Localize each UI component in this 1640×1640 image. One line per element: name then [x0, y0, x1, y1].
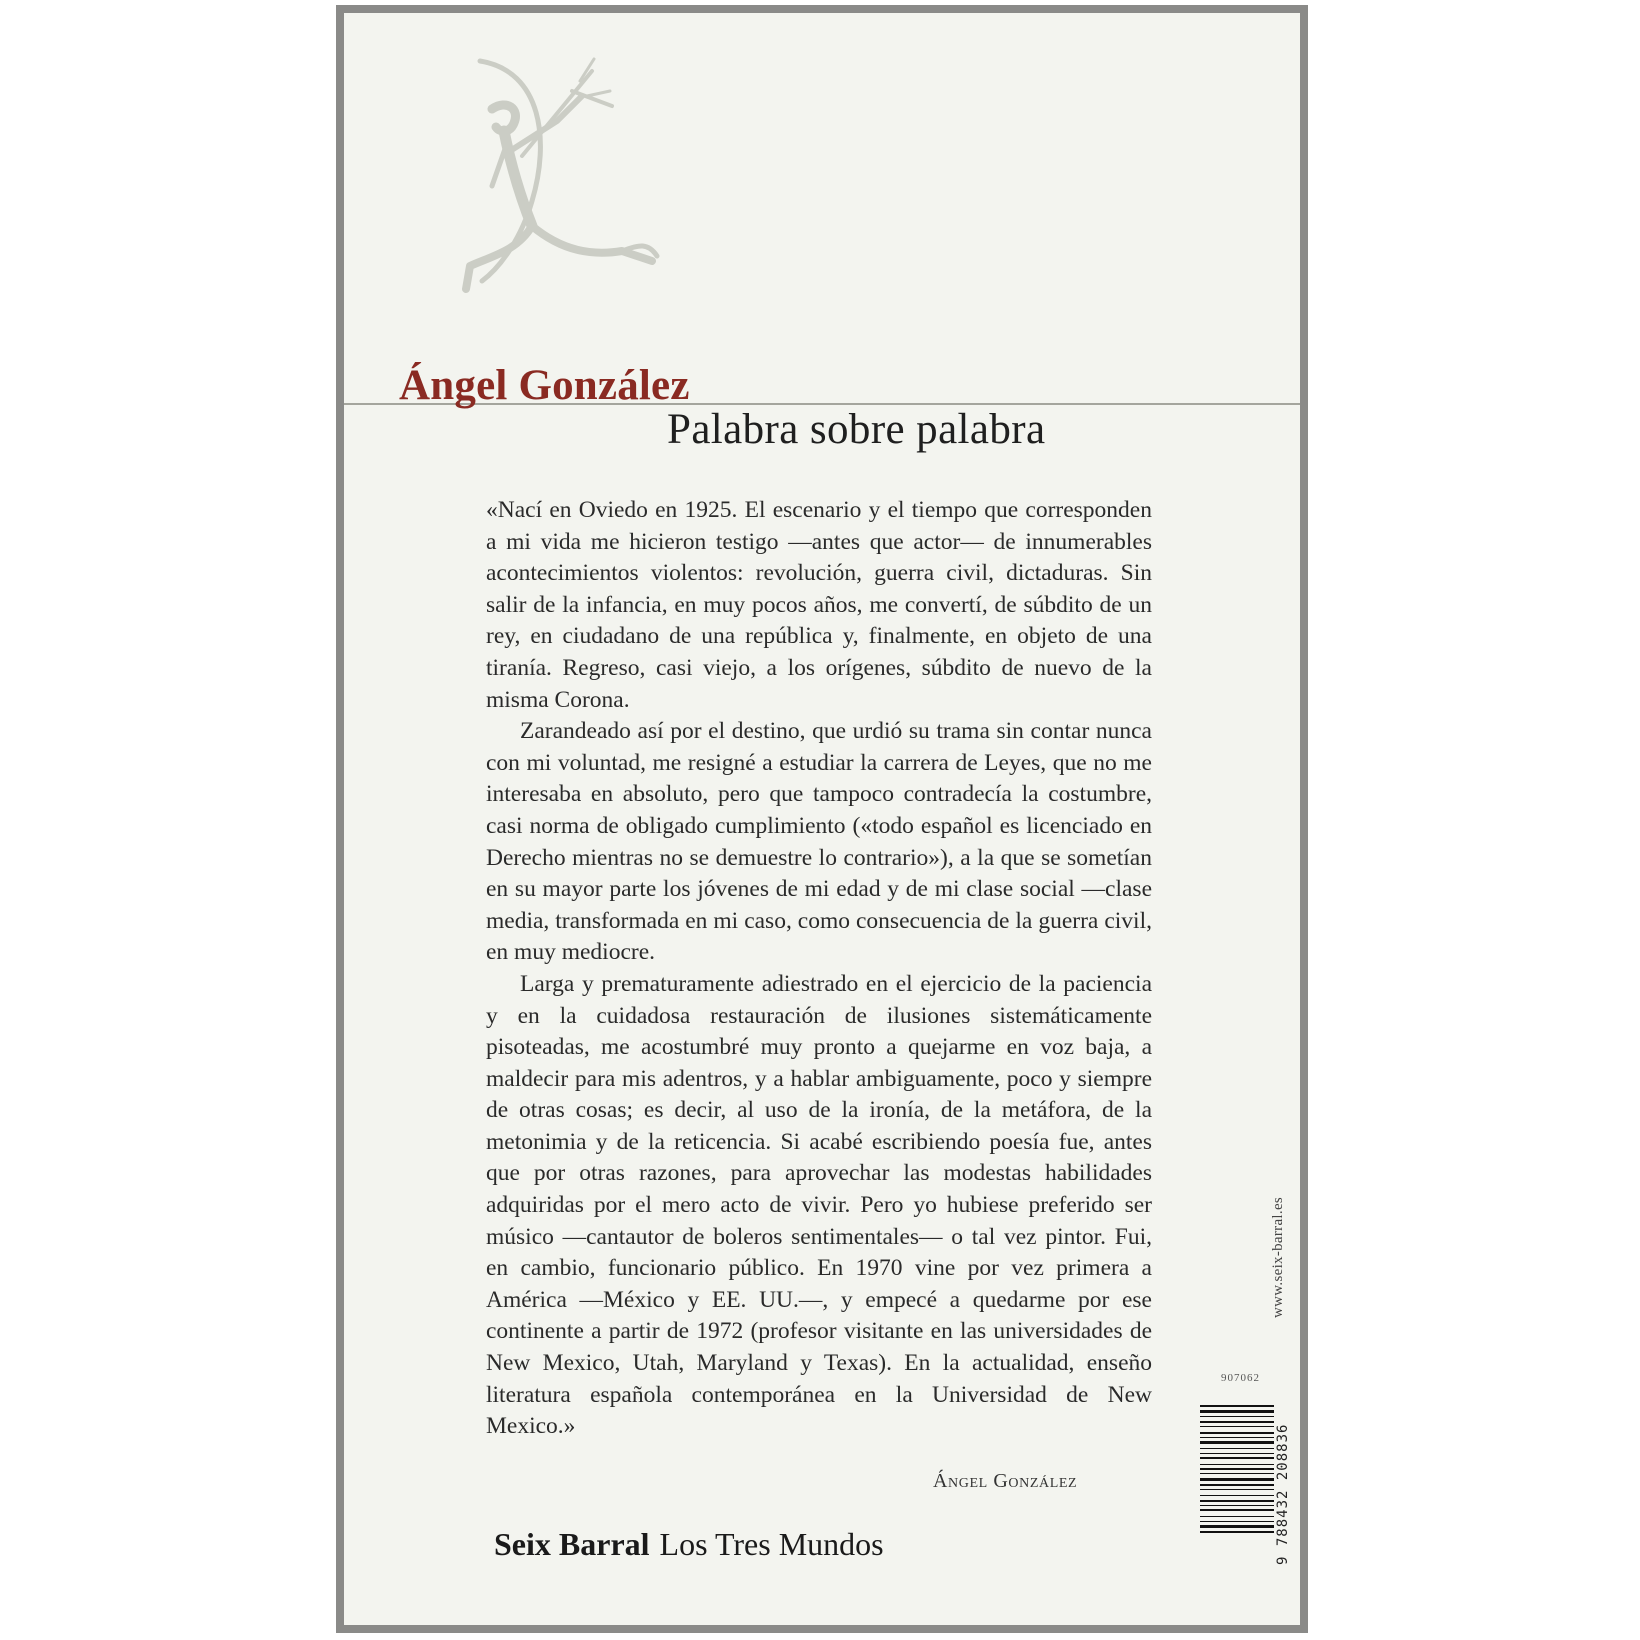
barcode-bar [1200, 1437, 1274, 1438]
barcode-bar [1200, 1426, 1274, 1427]
blurb-paragraph: Zarandeado así por el destino, que urdió su trama sin contar nunca con mi voluntad, me resigné a estudiar la carrera de Leyes, que no me interesaba en absoluto, pero que tampoco contradecía la costumbre, casi norma de obligado cumplimiento («todo español es licenciado en Derecho mientras no se demuestre lo contrario»), a la que se sometían en su mayor parte los jóvenes de mi edad y de mi clase social —clase media, transformada en mi caso, como consecuencia de la guerra civil, en muy mediocre. [486, 718, 1152, 966]
book-title: Palabra sobre palabra [667, 406, 1046, 453]
barcode-bar [1200, 1509, 1274, 1511]
barcode-bar [1200, 1457, 1274, 1459]
blurb-paragraph: «Nací en Oviedo en 1925. El escenario y el tiempo que corresponden a mi vida me hicieron testigo —antes que actor— de innumerables acontecimientos violentos: revolución, guerra civil, dictaduras. Sin salir de la infancia, en muy pocos años, me convertí, de súbdito de un rey, en ciudadano de una república y, finalmente, en objeto de una tiranía. Regreso, casi viejo, a los orígenes, súbdito de nuevo de la misma Corona. [486, 497, 1152, 713]
barcode-bar [1200, 1489, 1274, 1490]
barcode-bar [1200, 1453, 1274, 1454]
barcode-bar [1200, 1495, 1274, 1496]
barcode-icon [1200, 1403, 1274, 1561]
barcode-bar [1200, 1531, 1274, 1533]
barcode-bar [1200, 1516, 1274, 1517]
blurb-paragraph: Larga y prematuramente adiestrado en el ejercicio de la paciencia y en la cuidadosa restauración de ilusiones sistemáticamente pisoteadas, me acostumbré muy pronto a quejarme en voz baja, a maldecir para mis adentros, y a hablar ambiguamente, poco y siempre de otras cosas; es decir, al uso de la ironía, de la metáfora, de la metonimia y de la reticencia. Si acabé escribiendo poesía fue, antes que por otras razones, para aprovechar las modestas habilidades adquiridas por el mero acto de vivir. Pero yo hubiese preferido ser músico —cantautor de boleros sentimentales— o tal vez pintor. Fui, en cambio, funcionario público. En 1970 vine por vez primera a América —México y EE. UU.—, y empecé a quedarme por ese continente a partir de 1972 (profesor visitante en las universidades de New Mexico, Utah, Maryland y Texas). En la actualidad, enseño literatura española contemporánea en la Universidad de New Mexico.» [486, 970, 1152, 1440]
publisher-brand: Seix Barral [494, 1526, 650, 1562]
catalog-code: 907062 [1221, 1372, 1260, 1384]
barcode-bar [1200, 1473, 1274, 1474]
cave-painting-archer-icon [462, 51, 692, 321]
author-name: Ángel González [399, 362, 690, 409]
barcode-bar [1200, 1441, 1274, 1444]
publisher-website: www.seix-barral.es [1270, 1196, 1286, 1318]
blurb-text [486, 495, 1152, 1443]
barcode-bar [1200, 1521, 1274, 1522]
isbn-number: 9 788432 208836 [1275, 1423, 1291, 1565]
barcode-bar [1200, 1468, 1274, 1470]
book-back-cover [336, 5, 1308, 1633]
barcode-bar [1200, 1484, 1274, 1486]
barcode-bar [1200, 1478, 1274, 1481]
barcode-bar [1200, 1464, 1274, 1465]
barcode-bar [1200, 1405, 1274, 1407]
barcode-bar [1200, 1416, 1274, 1417]
barcode-bar [1200, 1500, 1274, 1502]
blurb-signature: Ángel González [933, 1470, 1078, 1492]
barcode-bar [1200, 1505, 1274, 1506]
series-name: Los Tres Mundos [659, 1526, 884, 1562]
barcode-bar [1200, 1421, 1274, 1423]
publisher-line [494, 1526, 884, 1563]
barcode-bar [1200, 1410, 1274, 1413]
barcode-bar [1200, 1525, 1274, 1528]
barcode-bar [1200, 1432, 1274, 1434]
barcode-bar [1200, 1448, 1274, 1449]
